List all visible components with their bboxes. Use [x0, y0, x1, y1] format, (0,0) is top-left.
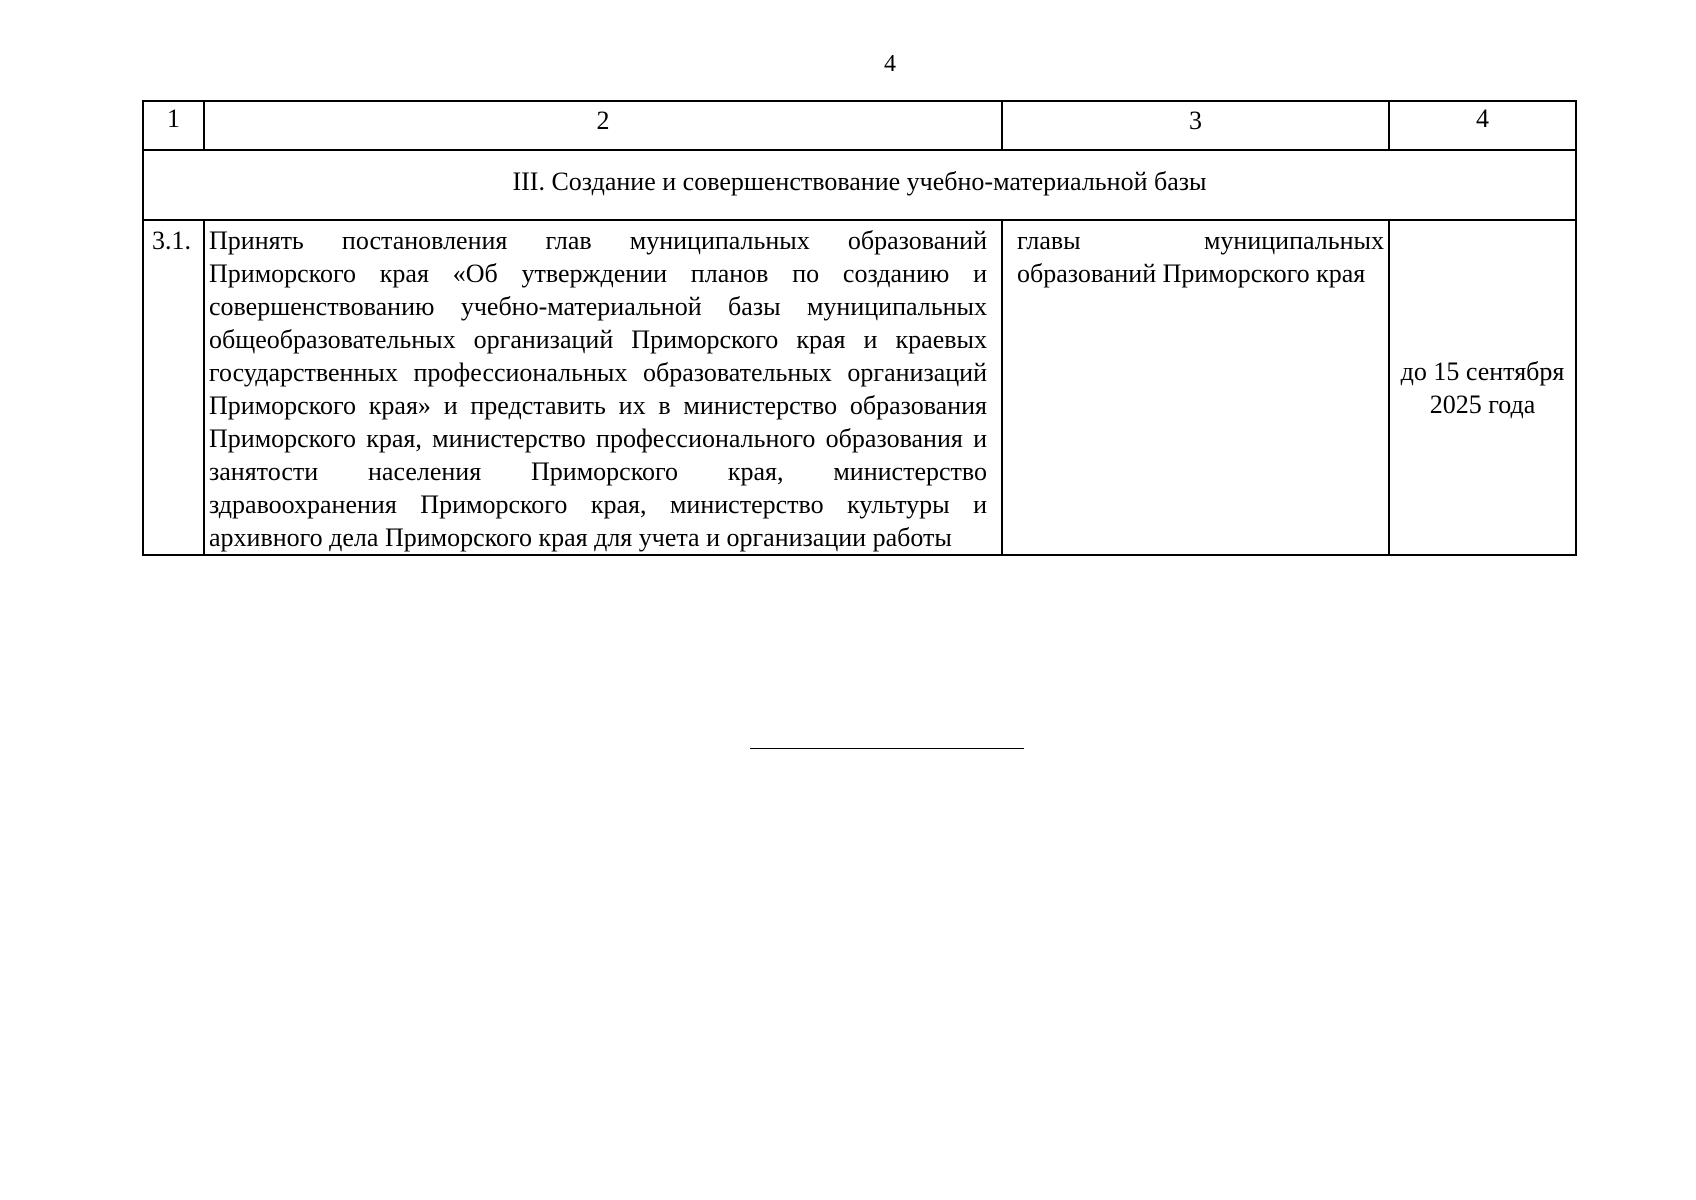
- section-title: III. Создание и совершенствование учебно-материальной базы: [143, 150, 1576, 220]
- section-row: [143, 150, 1576, 220]
- closing-rule: [750, 748, 1024, 749]
- header-col-2: 2: [204, 101, 1002, 150]
- row-responsible: главы муниципальных образований Приморского края: [1002, 220, 1389, 555]
- row-number: 3.1.: [143, 220, 204, 555]
- table-header-row: [143, 101, 1576, 150]
- plan-table: [142, 100, 1577, 556]
- header-col-4: 4: [1389, 101, 1576, 150]
- page-number: 4: [884, 51, 896, 77]
- header-col-1: 1: [143, 101, 204, 150]
- header-col-3: 3: [1002, 101, 1389, 150]
- table-row: [143, 220, 1576, 555]
- row-deadline: до 15 сентября 2025 года: [1389, 220, 1576, 555]
- row-action: Принять постановления глав муниципальных образований Приморского края «Об утверждении планов по созданию и совершенствованию учебно-материальной базы муниципальных общеобразовательных организаций Приморского края и краевых государственных профессиональных образовательных организаций Приморского края» и представить их в министерство образования Приморского края, министерство профессионального образования и занятости населения Приморского края, министерство здравоохранения Приморского края, министерство культуры и архивного дела Приморского края для учета и организации работы: [204, 220, 1002, 555]
